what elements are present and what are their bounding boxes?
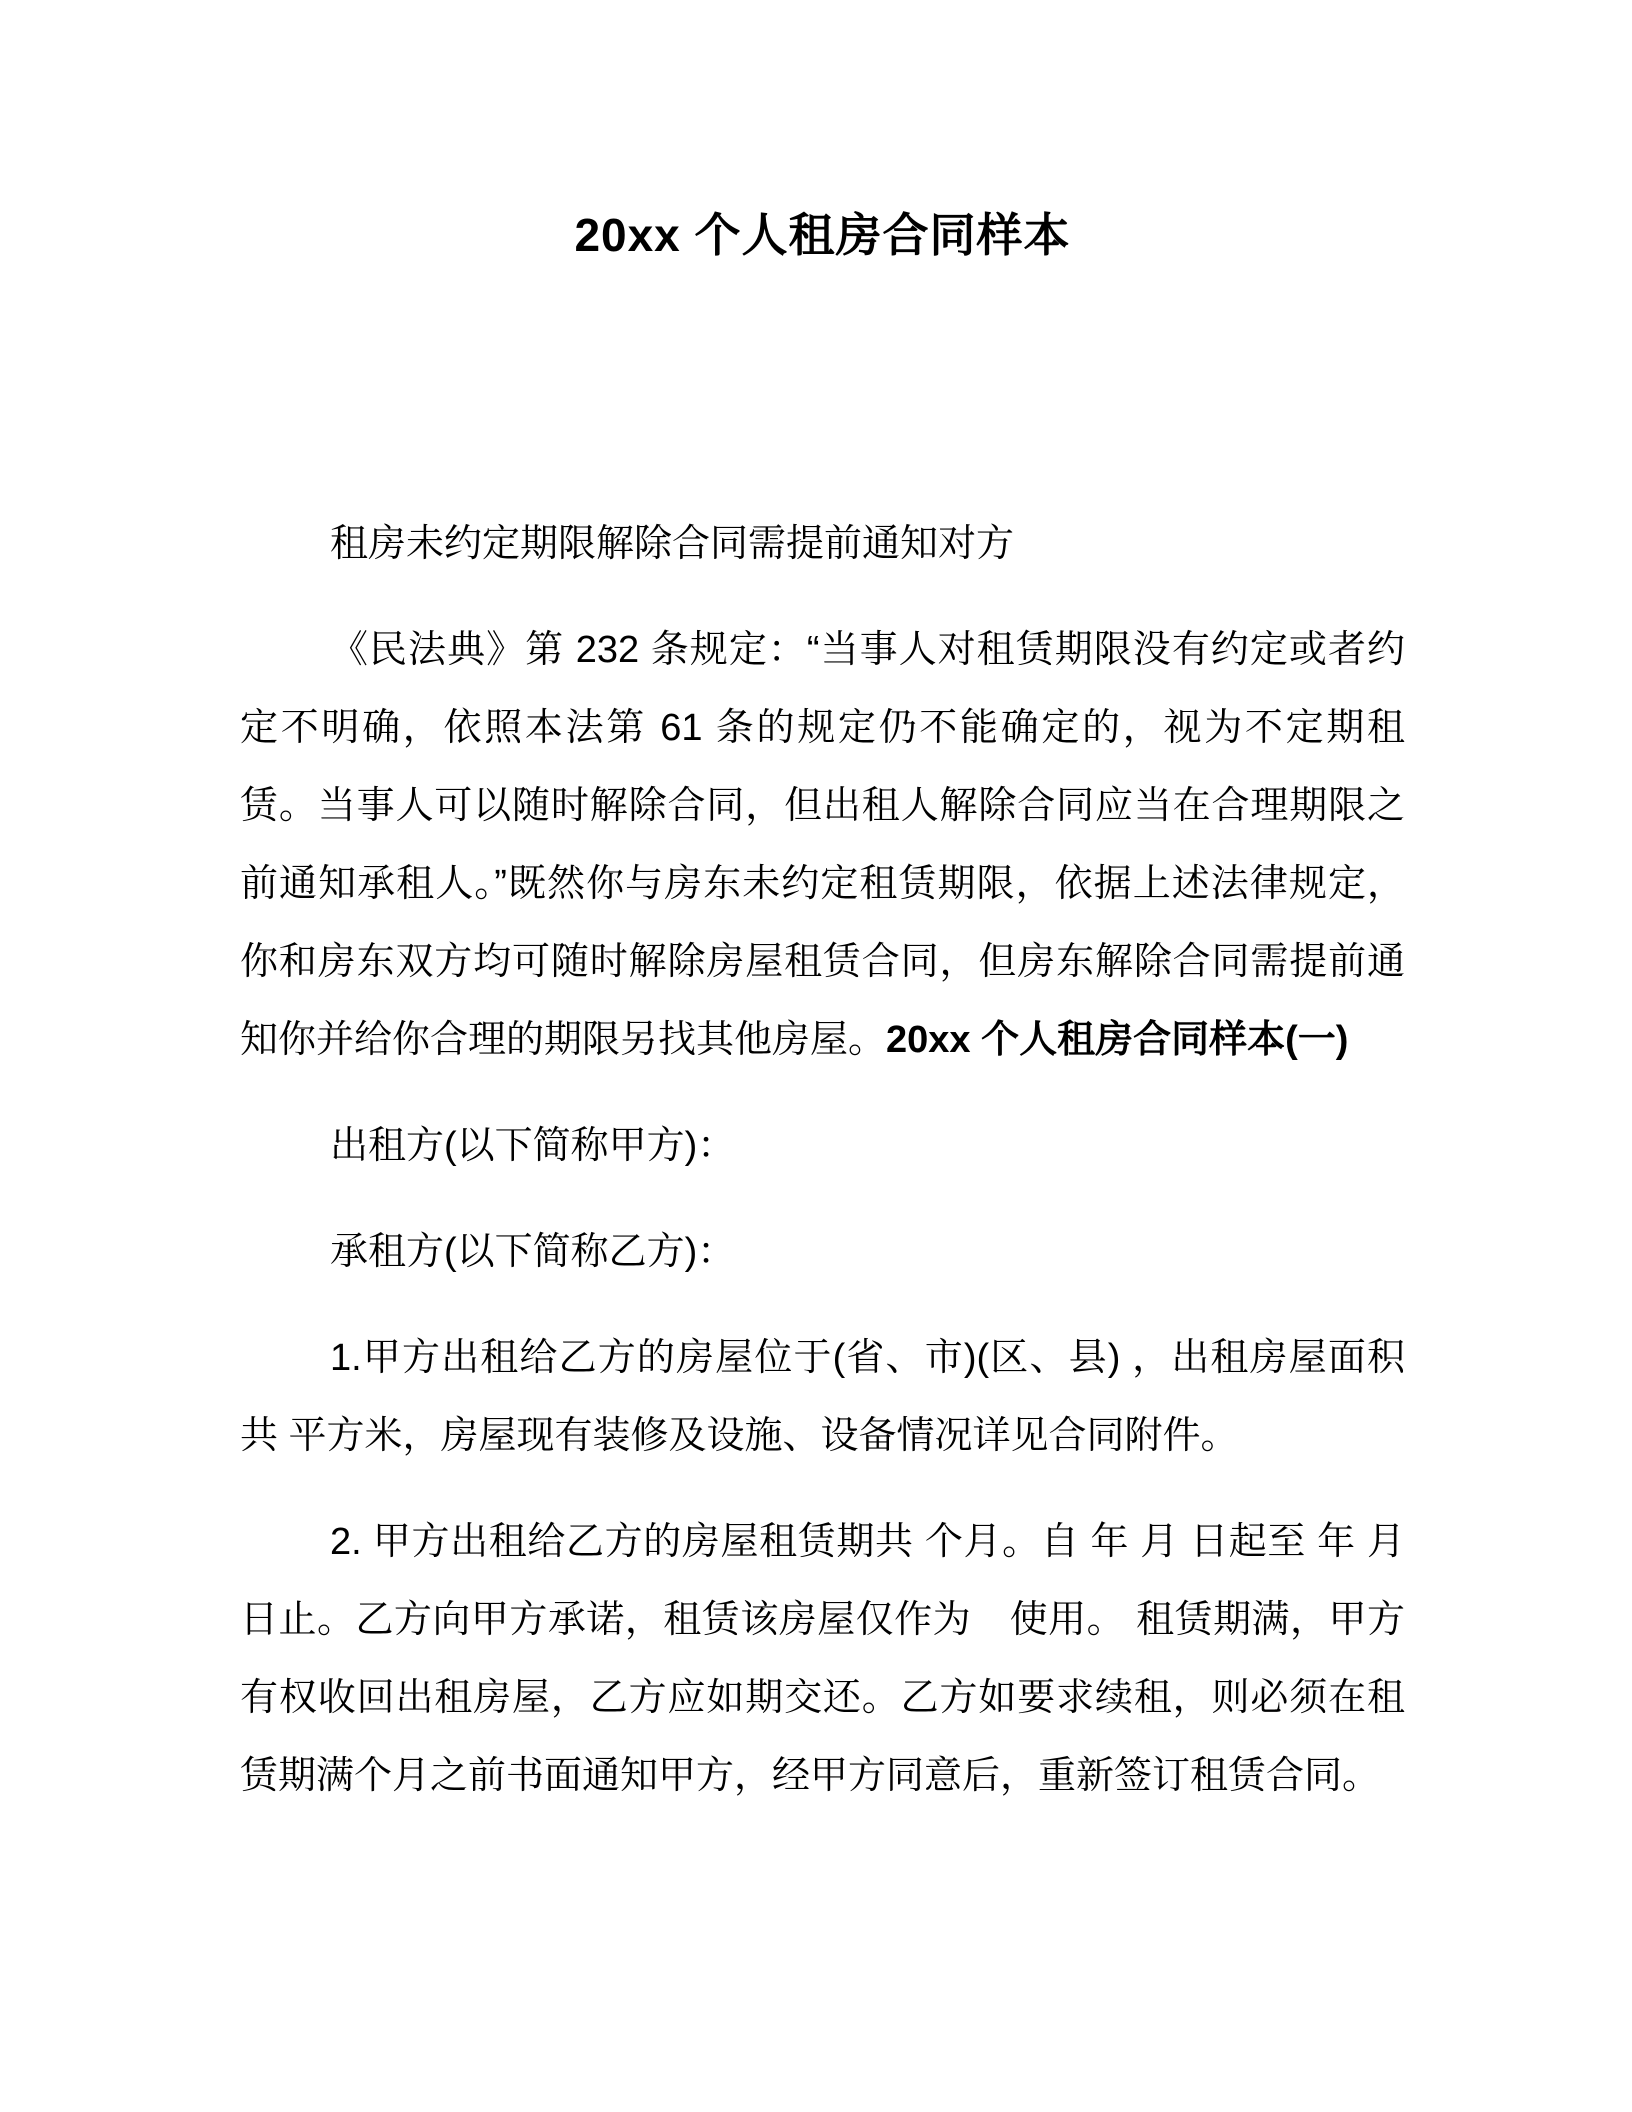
document-title: 20xx 个人租房合同样本: [574, 209, 1071, 261]
paragraph-lessee-line: 承租方(以下简称乙方)：: [330, 1231, 736, 1273]
paragraph-legal-basis: [240, 611, 1405, 1079]
paragraph-sample-heading: 20xx 个人租房合同样本(一): [886, 1019, 1349, 1061]
paragraph-lessor-line: 出租方(以下简称甲方)：: [330, 1125, 736, 1167]
clause-1: 1.甲方出租给乙方的房屋位于(省、市)(区、县) ，出租房屋面积共 平方米，房屋现有装修及设施、设备情况详见合同附件。: [240, 1337, 1405, 1457]
paragraph-intro: 租房未约定期限解除合同需提前通知对方: [330, 523, 1015, 565]
paragraph-legal-basis-text: 《民法典》第 232 条规定：“当事人对租赁期限没有约定或者约定不明确，依照本法第 61 条的规定仍不能确定的，视为不定期租赁。当事人可以随时解除合同，但出租人解除合同应当在合理期限之前通知承租人。”既然你与房东未约定租赁期限，依据上述法律规定，你和房东双方均可随时解除房屋租赁合同，但房东解除合同需提前通知你并给你合理的期限另找其他房屋。: [240, 629, 1405, 1061]
clause-2: 2. 甲方出租给乙方的房屋租赁期共 个月。自 年 月 日起至 年 月日止。乙方向甲方承诺，租赁该房屋仅作为 使用。 租赁期满，甲方有权收回出租房屋，乙方应如期交还。乙方如要求续租，则必须在租赁期满个月之前书面通知甲方，经甲方同意后，重新签订租赁合同。: [240, 1521, 1405, 1797]
